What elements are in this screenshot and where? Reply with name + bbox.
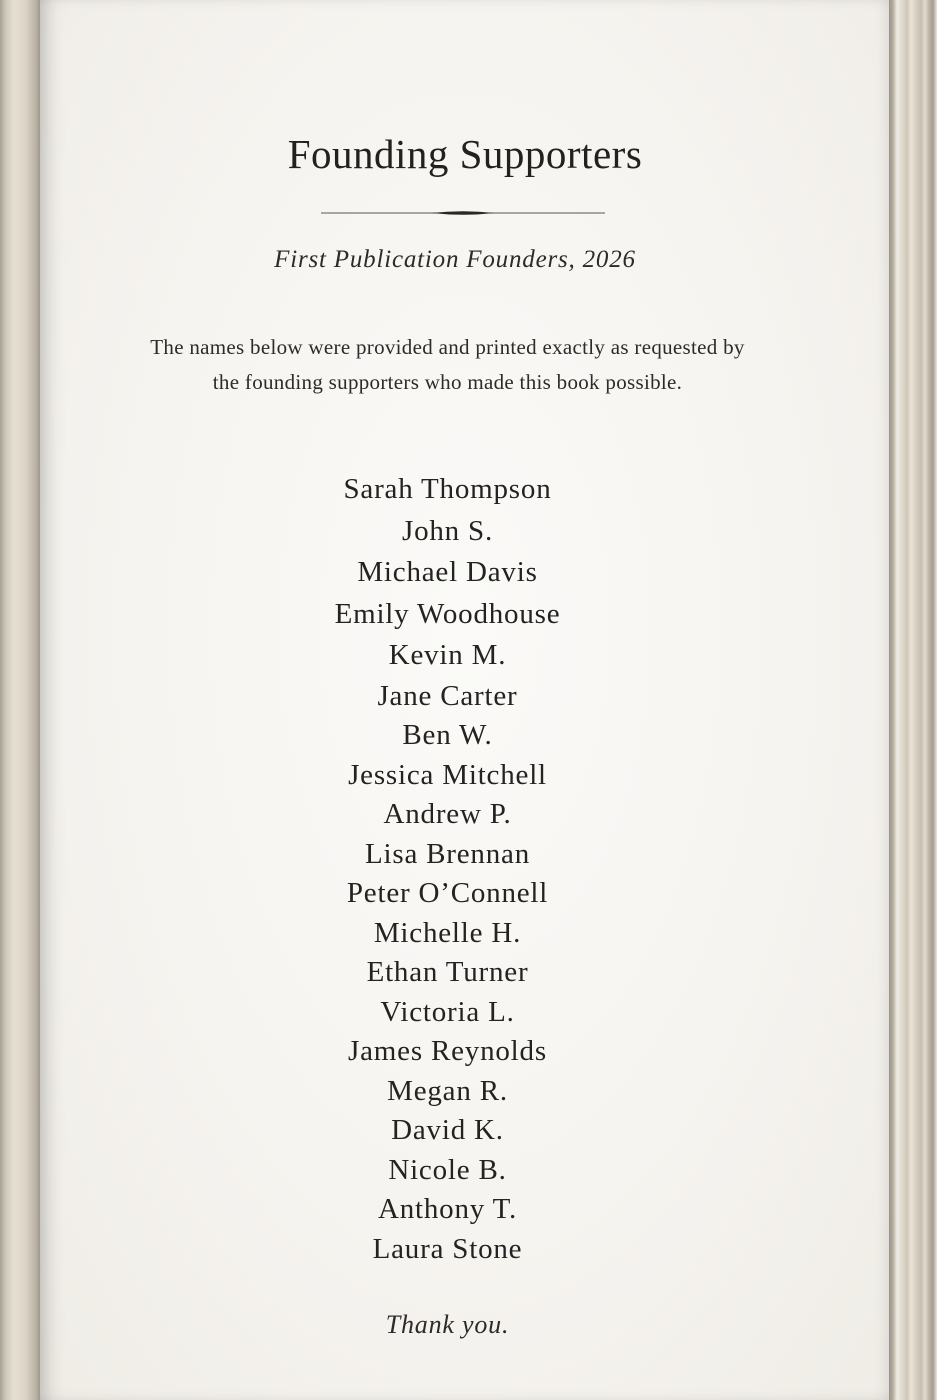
supporter-name: Nicole B. [388,1153,507,1186]
closing-thanks: Thank you. [385,1310,510,1339]
supporter-name: Ben W. [402,719,493,751]
supporter-name: Anthony T. [377,1193,518,1225]
supporter-name: Peter O’Connell [346,877,549,909]
book-page [40,0,890,1400]
supporter-name: Sarah Thompson [343,473,552,505]
ornamental-divider [321,206,605,220]
supporter-name: Victoria L. [380,995,515,1028]
supporter-name: Kevin M. [388,639,507,671]
supporter-name: Lisa Brennan [364,837,531,870]
supporter-name: Ethan Turner [366,956,529,988]
intro-paragraph: The names below were provided and printed exactly as requested by the founding supporters who made this book possible. [150,335,745,394]
supporter-name: Michelle H. [373,916,522,949]
supporter-name: Emily Woodhouse [334,597,561,630]
supporter-name: Michael Davis [357,556,538,588]
supporter-name: Laura Stone [372,1232,523,1265]
supporter-name: Jessica Mitchell [348,758,547,791]
supporter-name: Jane Carter [377,679,518,712]
page-subtitle: First Publication Founders, 2026 [274,246,636,273]
supporter-name: David K. [391,1114,504,1146]
page-gutter-left [0,0,40,1400]
supporter-name: James Reynolds [348,1035,547,1067]
supporter-name: John S. [401,514,493,547]
page-stack-edge-right [889,0,937,1400]
supporter-name: Megan R. [387,1074,508,1107]
supporter-name: Andrew P. [383,798,512,830]
supporter-names-list [40,469,855,1269]
page-title: Founding Supporters [287,131,643,177]
